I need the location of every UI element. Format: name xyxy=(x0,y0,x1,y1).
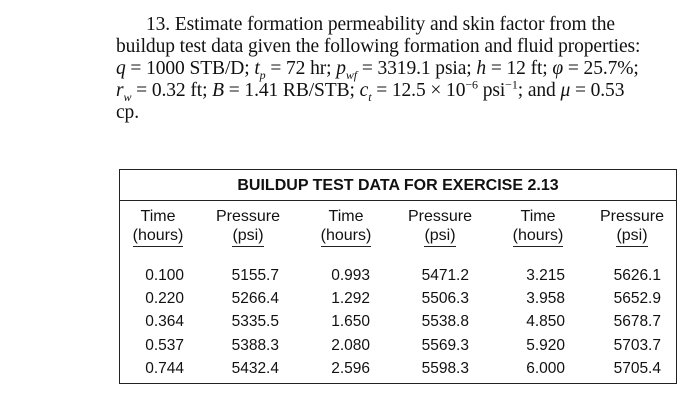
exercise-line-1: 13. Estimate formation permeability and skin factor from the xyxy=(146,14,615,35)
column-header-unit: (psi) xyxy=(424,226,455,247)
column-header-4 xyxy=(390,207,490,247)
table-cell: 0.100 xyxy=(145,267,184,284)
table-title: BUILDUP TEST DATA FOR EXERCISE 2.13 xyxy=(120,170,676,201)
column-header-unit: (hours) xyxy=(513,226,564,247)
column-header-label: Pressure xyxy=(407,208,473,225)
column-header-label: Pressure xyxy=(215,208,281,225)
table-cell: 5.920 xyxy=(526,336,565,354)
table-cell: 5678.7 xyxy=(613,313,661,331)
table-cell: 3.215 xyxy=(526,267,565,284)
column-header-label: Pressure xyxy=(599,208,665,225)
column-header-2 xyxy=(198,207,298,247)
column-header-label: Time xyxy=(328,208,364,225)
column-header-unit: (hours) xyxy=(321,226,372,247)
exercise-line-2: buildup test data given the following formation and fluid properties: xyxy=(116,36,641,57)
column-header-1 xyxy=(108,207,208,247)
buildup-data-table xyxy=(119,169,677,384)
column-header-5 xyxy=(488,207,588,247)
table-cell: 5626.1 xyxy=(613,267,661,284)
table-cell: 5569.3 xyxy=(421,336,469,354)
table-cell: 5506.3 xyxy=(421,290,469,308)
table-cell: 0.220 xyxy=(145,290,184,308)
table-cell: 2.080 xyxy=(331,336,370,354)
column-header-6 xyxy=(582,207,682,247)
column-header-label: Time xyxy=(520,208,556,225)
table-cell: 5598.3 xyxy=(421,359,469,377)
table-column-2 xyxy=(199,264,279,380)
table-cell: 1.292 xyxy=(331,290,370,308)
column-header-unit: (hours) xyxy=(133,226,184,247)
table-column-3 xyxy=(290,264,370,380)
table-cell: 5705.4 xyxy=(613,359,661,377)
table-cell: 5155.7 xyxy=(231,267,279,284)
column-header-unit: (psi) xyxy=(232,226,263,247)
table-cell: 5266.4 xyxy=(231,290,279,308)
column-header-label: Time xyxy=(140,208,176,225)
column-header-3 xyxy=(296,207,396,247)
exercise-line-4: $r_w = 0.32$ ft; B = 1.41 RB/STB; $c_t = 12.5 \times 10^{-6}$ psi$^{-1}$; and μ = 0.53 xyxy=(116,77,625,104)
table-cell: 5388.3 xyxy=(231,336,279,354)
table-cell: 0.537 xyxy=(145,336,184,354)
table-cell: 5538.8 xyxy=(421,313,469,331)
table-cell: 3.958 xyxy=(526,290,565,308)
exercise-number: 13. xyxy=(146,14,171,35)
table-cell: 2.596 xyxy=(331,359,370,377)
table-cell: 0.993 xyxy=(331,267,370,284)
table-cell: 5471.2 xyxy=(421,267,469,284)
table-cell: 6.000 xyxy=(526,359,565,377)
table-cell: 5652.9 xyxy=(613,290,661,308)
exercise-line-5: cp. xyxy=(116,102,139,123)
table-cell: 1.650 xyxy=(331,313,370,331)
exercise-text xyxy=(116,14,686,124)
table-column-5 xyxy=(485,264,565,380)
table-column-6 xyxy=(581,264,661,380)
table-cell: 0.744 xyxy=(145,359,184,377)
table-cell: 0.364 xyxy=(145,313,184,331)
table-column-1 xyxy=(104,264,184,380)
exercise-line-3: q = 1000 STB/D; $t_p = 72$ hr; $p_{wf} = 3319.1$ psia; h = 12 ft; φ = 25.7%; xyxy=(116,58,639,82)
table-cell: 4.850 xyxy=(526,313,565,331)
column-header-unit: (psi) xyxy=(616,226,647,247)
table-cell: 5335.5 xyxy=(231,313,279,331)
table-column-4 xyxy=(389,264,469,380)
table-cell: 5432.4 xyxy=(231,359,279,377)
table-cell: 5703.7 xyxy=(613,336,661,354)
